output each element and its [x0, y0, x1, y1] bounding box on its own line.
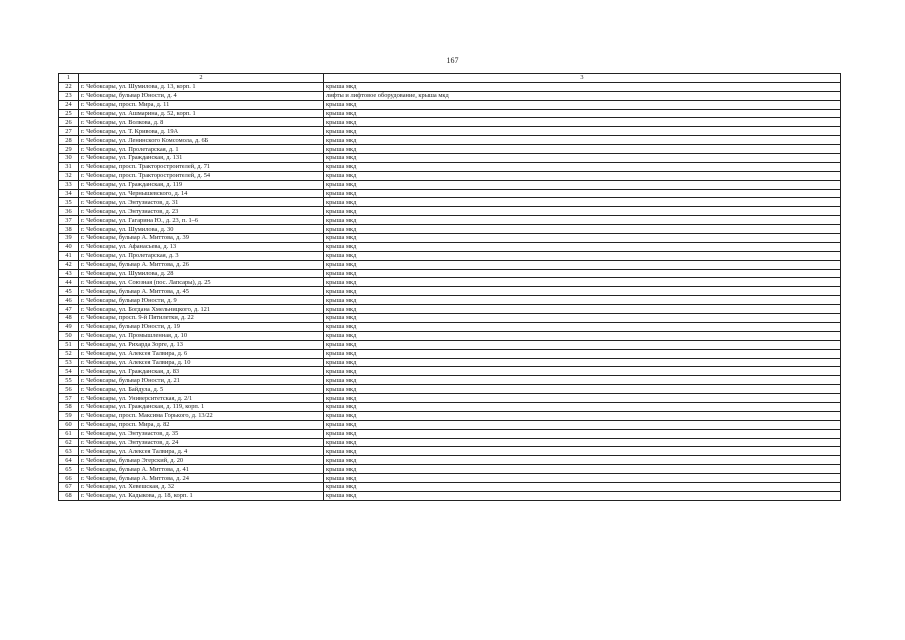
row-number: 30	[59, 154, 79, 163]
work-type-cell: крыша мкд	[324, 162, 841, 171]
address-cell: г. Чебоксары, ул. Чернышевского, д. 14	[79, 189, 324, 198]
row-number: 58	[59, 402, 79, 411]
row-number: 32	[59, 171, 79, 180]
row-number: 33	[59, 180, 79, 189]
work-type-cell: крыша мкд	[324, 376, 841, 385]
address-cell: г. Чебоксары, бульвар А. Миттова, д. 26	[79, 260, 324, 269]
address-cell: г. Чебоксары, ул. Энтузиастов, д. 24	[79, 438, 324, 447]
table-row	[59, 260, 841, 269]
address-cell: г. Чебоксары, просп. Тракторостроителей, д. 54	[79, 171, 324, 180]
table-row	[59, 331, 841, 340]
row-number: 50	[59, 331, 79, 340]
row-number: 62	[59, 438, 79, 447]
address-cell: г. Чебоксары, ул. Ашмарина, д. 52, корп. 1	[79, 109, 324, 118]
address-cell: г. Чебоксары, просп. Мира, д. 82	[79, 420, 324, 429]
table-row	[59, 91, 841, 100]
table-row	[59, 189, 841, 198]
table-row	[59, 82, 841, 91]
work-type-cell: крыша мкд	[324, 358, 841, 367]
row-number: 22	[59, 82, 79, 91]
address-cell: г. Чебоксары, ул. Шумилова, д. 13, корп. 1	[79, 82, 324, 91]
work-type-cell: крыша мкд	[324, 429, 841, 438]
address-cell: г. Чебоксары, бульвар Юности, д. 9	[79, 296, 324, 305]
work-type-cell: крыша мкд	[324, 136, 841, 145]
work-type-cell: крыша мкд	[324, 269, 841, 278]
work-type-cell: крыша мкд	[324, 296, 841, 305]
address-cell: г. Чебоксары, бульвар Юности, д. 21	[79, 376, 324, 385]
work-type-cell: крыша мкд	[324, 109, 841, 118]
table-row	[59, 171, 841, 180]
work-type-cell: крыша мкд	[324, 260, 841, 269]
table-row	[59, 216, 841, 225]
table-row	[59, 225, 841, 234]
address-cell: г. Чебоксары, бульвар Эгерский, д. 20	[79, 456, 324, 465]
table-row	[59, 234, 841, 243]
work-type-cell: крыша мкд	[324, 465, 841, 474]
row-number: 59	[59, 411, 79, 420]
table-row	[59, 287, 841, 296]
table-row	[59, 100, 841, 109]
address-cell: г. Чебоксары, ул. Энтузиастов, д. 23	[79, 207, 324, 216]
address-cell: г. Чебоксары, ул. Т. Кривова, д. 19А	[79, 127, 324, 136]
address-cell: г. Чебоксары, ул. Гражданская, д. 131	[79, 154, 324, 163]
row-number: 45	[59, 287, 79, 296]
row-number: 26	[59, 118, 79, 127]
work-type-cell: крыша мкд	[324, 438, 841, 447]
address-cell: г. Чебоксары, просп. Мира, д. 11	[79, 100, 324, 109]
table-row	[59, 438, 841, 447]
row-number: 49	[59, 322, 79, 331]
address-cell: г. Чебоксары, ул. Университетская, д. 2/1	[79, 394, 324, 403]
row-number: 44	[59, 278, 79, 287]
row-number: 64	[59, 456, 79, 465]
table-row	[59, 278, 841, 287]
address-cell: г. Чебоксары, бульвар А. Миттова, д. 24	[79, 474, 324, 483]
table-row	[59, 127, 841, 136]
address-cell: г. Чебоксары, ул. Энтузиастов, д. 35	[79, 429, 324, 438]
table-row	[59, 429, 841, 438]
table-row	[59, 349, 841, 358]
row-number: 37	[59, 216, 79, 225]
work-type-cell: крыша мкд	[324, 242, 841, 251]
address-cell: г. Чебоксары, просп. Максима Горького, д. 13/22	[79, 411, 324, 420]
table-row	[59, 394, 841, 403]
work-type-cell: крыша мкд	[324, 349, 841, 358]
table-row	[59, 251, 841, 260]
address-cell: г. Чебоксары, ул. Рихарда Зорге, д. 13	[79, 340, 324, 349]
work-type-cell: крыша мкд	[324, 385, 841, 394]
table-body	[59, 82, 841, 500]
address-cell: г. Чебоксары, ул. Байдула, д. 5	[79, 385, 324, 394]
address-cell: г. Чебоксары, ул. Кадыкова, д. 18, корп. 1	[79, 491, 324, 500]
work-type-cell: крыша мкд	[324, 118, 841, 127]
table-row	[59, 482, 841, 491]
row-number: 66	[59, 474, 79, 483]
address-cell: г. Чебоксары, ул. Пролетарская, д. 3	[79, 251, 324, 260]
table-row	[59, 411, 841, 420]
work-type-cell: крыша мкд	[324, 207, 841, 216]
table-row	[59, 296, 841, 305]
work-type-cell: крыша мкд	[324, 287, 841, 296]
address-cell: г. Чебоксары, ул. Гражданская, д. 119, корп. 1	[79, 402, 324, 411]
address-cell: г. Чебоксары, просп. Тракторостроителей, д. 71	[79, 162, 324, 171]
table-row	[59, 145, 841, 154]
work-type-cell: крыша мкд	[324, 314, 841, 323]
row-number: 51	[59, 340, 79, 349]
row-number: 40	[59, 242, 79, 251]
table-row	[59, 242, 841, 251]
table-row	[59, 474, 841, 483]
table-row	[59, 385, 841, 394]
work-type-cell: крыша мкд	[324, 482, 841, 491]
row-number: 56	[59, 385, 79, 394]
address-cell: г. Чебоксары, ул. Алексея Талвира, д. 4	[79, 447, 324, 456]
row-number: 57	[59, 394, 79, 403]
row-number: 28	[59, 136, 79, 145]
work-list-table	[58, 73, 841, 501]
row-number: 55	[59, 376, 79, 385]
address-cell: г. Чебоксары, бульвар А. Миттова, д. 45	[79, 287, 324, 296]
work-type-cell: крыша мкд	[324, 251, 841, 260]
table-row	[59, 269, 841, 278]
address-cell: г. Чебоксары, ул. Пролетарская, д. 1	[79, 145, 324, 154]
row-number: 38	[59, 225, 79, 234]
table-row	[59, 314, 841, 323]
table-header-row	[59, 74, 841, 83]
row-number: 46	[59, 296, 79, 305]
row-number: 65	[59, 465, 79, 474]
row-number: 67	[59, 482, 79, 491]
address-cell: г. Чебоксары, бульвар А. Миттова, д. 41	[79, 465, 324, 474]
address-cell: г. Чебоксары, ул. Энтузиастов, д. 31	[79, 198, 324, 207]
work-type-cell: крыша мкд	[324, 340, 841, 349]
table-row	[59, 456, 841, 465]
table-row	[59, 136, 841, 145]
address-cell: г. Чебоксары, ул. Промышленная, д. 10	[79, 331, 324, 340]
row-number: 27	[59, 127, 79, 136]
row-number: 23	[59, 91, 79, 100]
row-number: 34	[59, 189, 79, 198]
table-row	[59, 420, 841, 429]
work-type-cell: крыша мкд	[324, 171, 841, 180]
address-cell: г. Чебоксары, ул. Волкова, д. 8	[79, 118, 324, 127]
work-type-cell: крыша мкд	[324, 82, 841, 91]
work-type-cell: крыша мкд	[324, 411, 841, 420]
work-type-cell: крыша мкд	[324, 225, 841, 234]
row-number: 63	[59, 447, 79, 456]
work-type-cell: крыша мкд	[324, 180, 841, 189]
column-header-number: 1	[59, 74, 79, 83]
address-cell: г. Чебоксары, бульвар А. Миттова, д. 39	[79, 234, 324, 243]
table-row	[59, 491, 841, 500]
table-row	[59, 340, 841, 349]
address-cell: г. Чебоксары, ул. Гагарина Ю., д. 23, п. 1–6	[79, 216, 324, 225]
work-type-cell: крыша мкд	[324, 367, 841, 376]
row-number: 43	[59, 269, 79, 278]
table-row	[59, 305, 841, 314]
row-number: 52	[59, 349, 79, 358]
work-type-cell: крыша мкд	[324, 420, 841, 429]
address-cell: г. Чебоксары, ул. Гражданская, д. 83	[79, 367, 324, 376]
row-number: 47	[59, 305, 79, 314]
row-number: 31	[59, 162, 79, 171]
work-type-cell: крыша мкд	[324, 154, 841, 163]
work-type-cell: крыша мкд	[324, 278, 841, 287]
table-row	[59, 154, 841, 163]
address-cell: г. Чебоксары, бульвар Юности, д. 19	[79, 322, 324, 331]
row-number: 24	[59, 100, 79, 109]
row-number: 39	[59, 234, 79, 243]
address-cell: г. Чебоксары, бульвар Юности, д. 4	[79, 91, 324, 100]
table-row	[59, 162, 841, 171]
work-type-cell: крыша мкд	[324, 491, 841, 500]
row-number: 25	[59, 109, 79, 118]
address-cell: г. Чебоксары, ул. Шумилова, д. 30	[79, 225, 324, 234]
work-type-cell: крыша мкд	[324, 216, 841, 225]
row-number: 53	[59, 358, 79, 367]
table-row	[59, 402, 841, 411]
work-type-cell: крыша мкд	[324, 198, 841, 207]
work-type-cell: крыша мкд	[324, 189, 841, 198]
address-cell: г. Чебоксары, ул. Алексея Талвира, д. 6	[79, 349, 324, 358]
row-number: 61	[59, 429, 79, 438]
address-cell: г. Чебоксары, просп. 9-й Пятилетки, д. 22	[79, 314, 324, 323]
table-row	[59, 207, 841, 216]
work-type-cell: крыша мкд	[324, 234, 841, 243]
work-type-cell: крыша мкд	[324, 305, 841, 314]
address-cell: г. Чебоксары, ул. Алексея Талвира, д. 10	[79, 358, 324, 367]
row-number: 68	[59, 491, 79, 500]
address-cell: г. Чебоксары, ул. Союзная (пос. Лапсары), д. 25	[79, 278, 324, 287]
work-type-cell: крыша мкд	[324, 100, 841, 109]
row-number: 36	[59, 207, 79, 216]
address-cell: г. Чебоксары, ул. Гражданская, д. 119	[79, 180, 324, 189]
table-row	[59, 447, 841, 456]
work-type-cell: крыша мкд	[324, 322, 841, 331]
row-number: 54	[59, 367, 79, 376]
address-cell: г. Чебоксары, ул. Шумилова, д. 28	[79, 269, 324, 278]
table-row	[59, 198, 841, 207]
work-type-cell: крыша мкд	[324, 331, 841, 340]
table-row	[59, 367, 841, 376]
row-number: 60	[59, 420, 79, 429]
work-type-cell: крыша мкд	[324, 394, 841, 403]
table-row	[59, 118, 841, 127]
column-header-work-type: 3	[324, 74, 841, 83]
row-number: 35	[59, 198, 79, 207]
work-type-cell: крыша мкд	[324, 127, 841, 136]
address-cell: г. Чебоксары, ул. Хевешская, д. 32	[79, 482, 324, 491]
table-row	[59, 358, 841, 367]
work-type-cell: крыша мкд	[324, 456, 841, 465]
column-header-address: 2	[79, 74, 324, 83]
page-number: 167	[446, 56, 459, 65]
row-number: 41	[59, 251, 79, 260]
row-number: 42	[59, 260, 79, 269]
table-row	[59, 109, 841, 118]
table-row	[59, 322, 841, 331]
row-number: 48	[59, 314, 79, 323]
work-type-cell: крыша мкд	[324, 447, 841, 456]
table-row	[59, 180, 841, 189]
row-number: 29	[59, 145, 79, 154]
work-type-cell: крыша мкд	[324, 145, 841, 154]
address-cell: г. Чебоксары, ул. Афанасьева, д. 13	[79, 242, 324, 251]
table-row	[59, 376, 841, 385]
work-type-cell: крыша мкд	[324, 474, 841, 483]
address-cell: г. Чебоксары, ул. Богдана Хмельницкого, д. 121	[79, 305, 324, 314]
table-row	[59, 465, 841, 474]
address-cell: г. Чебоксары, ул. Ленинского Комсомола, д. 6Б	[79, 136, 324, 145]
work-type-cell: лифты и лифтовое оборудование, крыша мкд	[324, 91, 841, 100]
work-type-cell: крыша мкд	[324, 402, 841, 411]
